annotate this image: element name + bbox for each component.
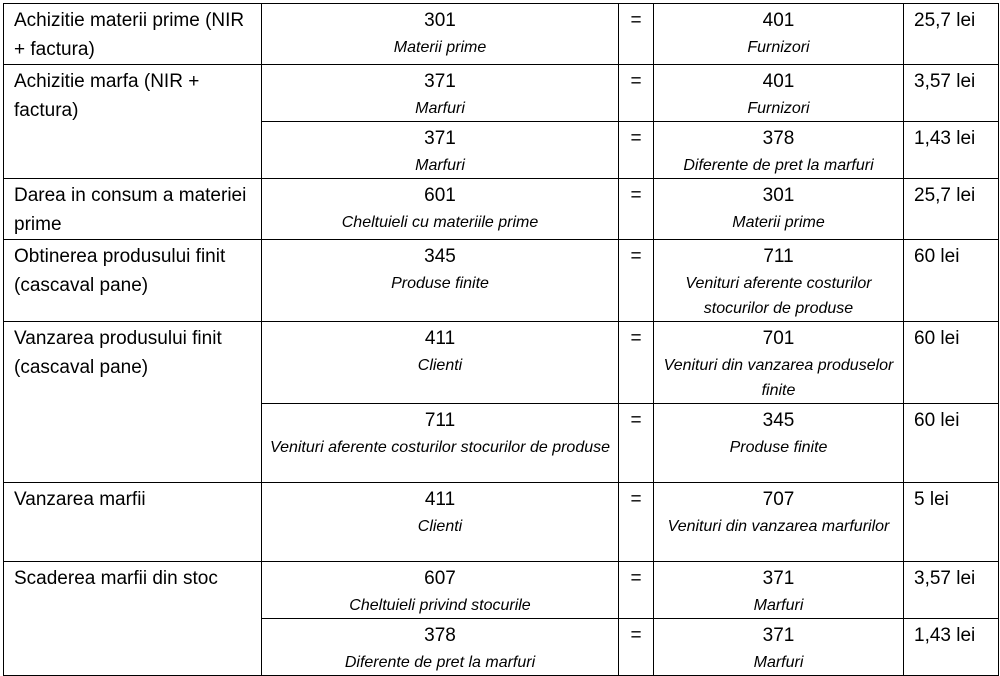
credit-account-name: Materii prime — [732, 214, 825, 231]
debit-account — [262, 65, 619, 122]
credit-account-name: Venituri din vanzarea produselor finite — [663, 357, 894, 399]
credit-account — [654, 122, 904, 179]
debit-account-code: 378 — [424, 625, 456, 646]
debit-account-name: Materii prime — [393, 39, 487, 56]
debit-account — [262, 240, 619, 322]
debit-account-code: 601 — [424, 185, 456, 206]
entry-amount: 3,57 lei — [904, 65, 999, 122]
debit-account-name: Cheltuieli privind stocurile — [349, 597, 531, 614]
credit-account-code: 378 — [762, 128, 795, 149]
credit-account — [654, 322, 904, 404]
operation-description: Darea in consum a materiei prime — [4, 179, 262, 240]
credit-account — [654, 562, 904, 619]
operation-description: Vanzarea produsului finit (cascaval pane) — [4, 322, 262, 483]
equals-sign: = — [619, 562, 654, 619]
credit-account-code: 701 — [762, 328, 795, 349]
debit-account-code: 345 — [424, 246, 456, 267]
credit-account-name: Marfuri — [753, 597, 804, 614]
entry-row — [4, 322, 999, 404]
debit-account — [262, 562, 619, 619]
debit-account-code: 301 — [424, 10, 456, 31]
debit-account — [262, 179, 619, 240]
equals-sign: = — [619, 122, 654, 179]
equals-sign: = — [619, 240, 654, 322]
credit-account-code: 371 — [762, 568, 795, 589]
debit-account — [262, 404, 619, 483]
credit-account-code: 345 — [762, 410, 795, 431]
credit-account — [654, 619, 904, 676]
debit-account-code: 371 — [424, 71, 456, 92]
debit-account-code: 711 — [424, 410, 456, 431]
credit-account-code: 371 — [762, 625, 795, 646]
entry-amount: 1,43 lei — [904, 619, 999, 676]
debit-account-code: 411 — [424, 328, 456, 349]
equals-sign: = — [619, 619, 654, 676]
debit-account-name: Venituri aferente costurilor stocurilor de produse — [269, 439, 611, 456]
entries-body — [4, 4, 999, 676]
credit-account-code: 707 — [762, 489, 795, 510]
debit-account — [262, 322, 619, 404]
debit-account-name: Marfuri — [415, 100, 465, 117]
debit-account — [262, 4, 619, 65]
credit-account — [654, 65, 904, 122]
operation-description: Achizitie marfa (NIR + factura) — [4, 65, 262, 179]
debit-account-name: Cheltuieli cu materiile prime — [341, 214, 539, 231]
operation-description: Obtinerea produsului finit (cascaval pane) — [4, 240, 262, 322]
entry-row — [4, 240, 999, 322]
debit-account-name: Clienti — [417, 518, 463, 535]
credit-account-name: Furnizori — [747, 39, 810, 56]
entry-row — [4, 562, 999, 619]
debit-account — [262, 122, 619, 179]
credit-account — [654, 240, 904, 322]
debit-account-code: 371 — [424, 128, 456, 149]
credit-account-name: Produse finite — [729, 439, 828, 456]
credit-account-name: Venituri din vanzarea marfurilor — [667, 518, 890, 535]
equals-sign: = — [619, 4, 654, 65]
equals-sign: = — [619, 404, 654, 483]
credit-account — [654, 483, 904, 562]
credit-account-code: 711 — [763, 246, 794, 267]
credit-account — [654, 179, 904, 240]
accounting-entries-table — [3, 3, 999, 676]
debit-account-code: 411 — [424, 489, 456, 510]
debit-account-code: 607 — [424, 568, 456, 589]
credit-account-name: Furnizori — [747, 100, 810, 117]
credit-account-code: 401 — [762, 10, 795, 31]
debit-account — [262, 483, 619, 562]
operation-description: Achizitie materii prime (NIR + factura) — [4, 4, 262, 65]
entry-amount: 1,43 lei — [904, 122, 999, 179]
debit-account-name: Diferente de pret la marfuri — [344, 654, 536, 671]
debit-account-name: Produse finite — [391, 275, 489, 292]
entry-row — [4, 483, 999, 562]
entry-amount: 25,7 lei — [904, 179, 999, 240]
debit-account-name: Clienti — [417, 357, 463, 374]
entry-amount: 60 lei — [904, 404, 999, 483]
credit-account-name: Diferente de pret la marfuri — [683, 157, 874, 174]
equals-sign: = — [619, 322, 654, 404]
entry-row — [4, 4, 999, 65]
debit-account — [262, 619, 619, 676]
operation-description: Vanzarea marfii — [4, 483, 262, 562]
equals-sign: = — [619, 65, 654, 122]
equals-sign: = — [619, 483, 654, 562]
entry-row — [4, 179, 999, 240]
credit-account — [654, 404, 904, 483]
credit-account-name: Venituri aferente costurilor stocurilor de produse — [685, 275, 872, 317]
debit-account-name: Marfuri — [415, 157, 465, 174]
entry-amount: 60 lei — [904, 240, 999, 322]
credit-account-code: 401 — [762, 71, 795, 92]
entry-amount: 60 lei — [904, 322, 999, 404]
entry-amount: 25,7 lei — [904, 4, 999, 65]
credit-account-name: Marfuri — [753, 654, 804, 671]
entry-amount: 3,57 lei — [904, 562, 999, 619]
operation-description: Scaderea marfii din stoc — [4, 562, 262, 676]
credit-account-code: 301 — [762, 185, 795, 206]
entry-amount: 5 lei — [904, 483, 999, 562]
credit-account — [654, 4, 904, 65]
equals-sign: = — [619, 179, 654, 240]
entry-row — [4, 65, 999, 122]
